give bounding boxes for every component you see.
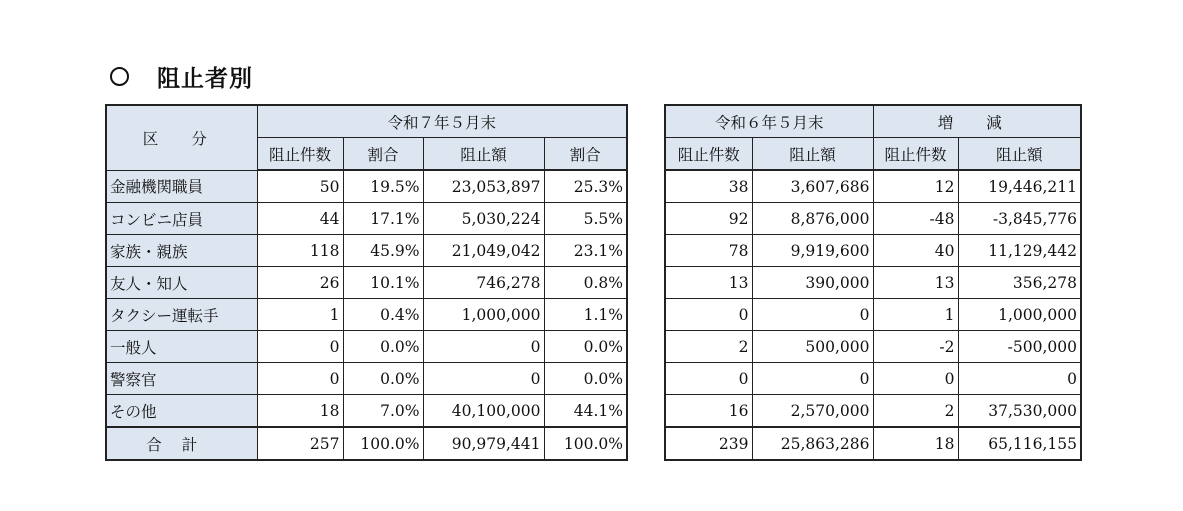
count-pct-cell: 0.0% — [343, 331, 423, 363]
prev-count-cell: 13 — [665, 267, 752, 299]
row-label: 警察官 — [106, 363, 257, 395]
diff-count-cell: -48 — [873, 203, 958, 235]
col-header-count: 阻止件数 — [257, 138, 343, 171]
diff-count-cell: 13 — [873, 267, 958, 299]
row-label: コンビニ店員 — [106, 203, 257, 235]
circle-bullet-icon — [110, 67, 129, 86]
total-amount-pct-cell: 100.0% — [544, 427, 627, 460]
table-row — [106, 299, 627, 331]
prev-count-cell: 92 — [665, 203, 752, 235]
current-period-table — [105, 104, 628, 461]
row-label: 一般人 — [106, 331, 257, 363]
table-row — [106, 331, 627, 363]
prev-count-cell: 0 — [665, 363, 752, 395]
row-label: その他 — [106, 395, 257, 428]
count-pct-cell: 10.1% — [343, 267, 423, 299]
total-count-cell: 257 — [257, 427, 343, 460]
col-header-diff-count: 阻止件数 — [873, 138, 958, 171]
total-prev-amount-cell: 25,863,286 — [752, 427, 873, 460]
total-prev-count-cell: 239 — [665, 427, 752, 460]
table-row — [106, 235, 627, 267]
count-cell: 26 — [257, 267, 343, 299]
prev-amount-cell: 0 — [752, 363, 873, 395]
col-header-count-pct: 割合 — [343, 138, 423, 171]
count-pct-cell: 0.4% — [343, 299, 423, 331]
diff-count-cell: 40 — [873, 235, 958, 267]
table-row — [106, 267, 627, 299]
prev-count-cell: 2 — [665, 331, 752, 363]
prev-amount-cell: 0 — [752, 299, 873, 331]
count-cell: 44 — [257, 203, 343, 235]
prev-amount-cell: 8,876,000 — [752, 203, 873, 235]
amount-cell: 0 — [423, 363, 544, 395]
amount-cell: 40,100,000 — [423, 395, 544, 428]
table-row — [106, 363, 627, 395]
comparison-table — [664, 104, 1082, 461]
diff-count-cell: -2 — [873, 331, 958, 363]
table-row — [665, 331, 1081, 363]
amount-pct-cell: 0.8% — [544, 267, 627, 299]
total-count-pct-cell: 100.0% — [343, 427, 423, 460]
section-heading — [110, 60, 253, 93]
row-label: 友人・知人 — [106, 267, 257, 299]
heading-text: 阻止者別 — [157, 66, 253, 92]
amount-pct-cell: 25.3% — [544, 170, 627, 203]
amount-pct-cell: 23.1% — [544, 235, 627, 267]
amount-pct-cell: 5.5% — [544, 203, 627, 235]
amount-pct-cell: 1.1% — [544, 299, 627, 331]
table-row — [665, 170, 1081, 203]
count-cell: 50 — [257, 170, 343, 203]
prev-count-cell: 0 — [665, 299, 752, 331]
amount-cell: 21,049,042 — [423, 235, 544, 267]
prev-amount-cell: 3,607,686 — [752, 170, 873, 203]
count-pct-cell: 0.0% — [343, 363, 423, 395]
count-pct-cell: 17.1% — [343, 203, 423, 235]
amount-cell: 5,030,224 — [423, 203, 544, 235]
diff-count-cell: 1 — [873, 299, 958, 331]
table-row — [665, 395, 1081, 428]
amount-pct-cell: 0.0% — [544, 363, 627, 395]
diff-count-cell: 2 — [873, 395, 958, 428]
prev-amount-cell: 9,919,600 — [752, 235, 873, 267]
col-header-prev-amount: 阻止額 — [752, 138, 873, 171]
prev-period-header: 令和６年５月末 — [665, 105, 873, 138]
table-row — [665, 363, 1081, 395]
amount-cell: 1,000,000 — [423, 299, 544, 331]
total-row — [106, 427, 627, 460]
diff-amount-cell: 37,530,000 — [958, 395, 1081, 428]
count-pct-cell: 7.0% — [343, 395, 423, 428]
diff-amount-cell: -500,000 — [958, 331, 1081, 363]
diff-count-cell: 0 — [873, 363, 958, 395]
table-row — [106, 203, 627, 235]
prev-amount-cell: 390,000 — [752, 267, 873, 299]
count-cell: 0 — [257, 331, 343, 363]
amount-cell: 746,278 — [423, 267, 544, 299]
total-amount-cell: 90,979,441 — [423, 427, 544, 460]
row-label: 金融機関職員 — [106, 170, 257, 203]
total-diff-count-cell: 18 — [873, 427, 958, 460]
current-period-header: 令和７年５月末 — [257, 105, 627, 138]
amount-cell: 0 — [423, 331, 544, 363]
count-cell: 18 — [257, 395, 343, 428]
amount-cell: 23,053,897 — [423, 170, 544, 203]
amount-pct-cell: 0.0% — [544, 331, 627, 363]
count-cell: 0 — [257, 363, 343, 395]
diff-amount-cell: 0 — [958, 363, 1081, 395]
col-header-amount-pct: 割合 — [544, 138, 627, 171]
table-row — [106, 395, 627, 428]
table-row — [665, 235, 1081, 267]
table-row — [665, 267, 1081, 299]
prev-count-cell: 38 — [665, 170, 752, 203]
count-cell: 1 — [257, 299, 343, 331]
row-label: タクシー運転手 — [106, 299, 257, 331]
category-header: 区 分 — [106, 105, 257, 170]
total-row — [665, 427, 1081, 460]
change-header: 増 減 — [873, 105, 1081, 138]
count-pct-cell: 45.9% — [343, 235, 423, 267]
total-label: 合計 — [106, 427, 257, 460]
col-header-prev-count: 阻止件数 — [665, 138, 752, 171]
diff-amount-cell: 11,129,442 — [958, 235, 1081, 267]
diff-amount-cell: 356,278 — [958, 267, 1081, 299]
prev-count-cell: 78 — [665, 235, 752, 267]
table-row — [665, 299, 1081, 331]
prev-count-cell: 16 — [665, 395, 752, 428]
col-header-diff-amount: 阻止額 — [958, 138, 1081, 171]
prev-amount-cell: 500,000 — [752, 331, 873, 363]
diff-amount-cell: 1,000,000 — [958, 299, 1081, 331]
total-diff-amount-cell: 65,116,155 — [958, 427, 1081, 460]
col-header-amount: 阻止額 — [423, 138, 544, 171]
table-row — [665, 203, 1081, 235]
amount-pct-cell: 44.1% — [544, 395, 627, 428]
count-cell: 118 — [257, 235, 343, 267]
table-row — [106, 170, 627, 203]
row-label: 家族・親族 — [106, 235, 257, 267]
prev-amount-cell: 2,570,000 — [752, 395, 873, 428]
diff-amount-cell: -3,845,776 — [958, 203, 1081, 235]
diff-count-cell: 12 — [873, 170, 958, 203]
count-pct-cell: 19.5% — [343, 170, 423, 203]
diff-amount-cell: 19,446,211 — [958, 170, 1081, 203]
